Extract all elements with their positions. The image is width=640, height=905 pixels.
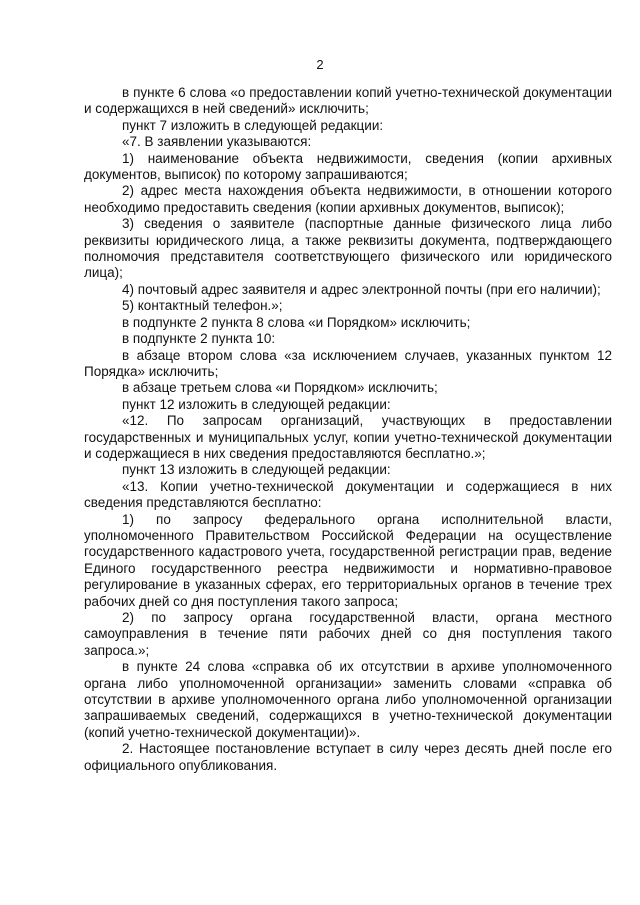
document-body bbox=[84, 85, 612, 774]
paragraph: 2. Настоящее постановление вступает в силу через десять дней после его официального опубликования. bbox=[84, 741, 612, 773]
paragraph: 2) по запросу органа государственной власти, органа местного самоуправления в течение пяти рабочих дней со дня поступления такого запроса.»; bbox=[84, 610, 612, 658]
paragraph: 1) по запросу федерального органа исполнительной власти, уполномоченного Правительством Российской Федерации на осуществление государственного кадастрового учета, государственной регистрации прав, ведение Единого государственного реестра недвижимости и нормативно-правовое регулирование в указанных сферах, его территориальных органов в течение трех рабочих дней со дня поступления такого запроса; bbox=[84, 511, 612, 609]
paragraph: в абзаце третьем слова «и Порядком» исключить; bbox=[122, 380, 438, 396]
page-number: 2 bbox=[316, 57, 324, 72]
paragraph: 5) контактный телефон.»; bbox=[122, 298, 283, 314]
paragraph: 3) сведения о заявителе (паспортные данные физического лица либо реквизиты юридического лица, а также реквизиты документа, подтверждающего полномочия представителя соответствующего физического или юридического лица); bbox=[84, 216, 612, 281]
paragraph: в подпункте 2 пункта 10: bbox=[122, 331, 276, 347]
paragraph: 2) адрес места нахождения объекта недвижимости, в отношении которого необходимо предоставить сведения (копии архивных документов, выписок); bbox=[84, 183, 612, 215]
paragraph: пункт 13 изложить в следующей редакции: bbox=[122, 462, 391, 478]
paragraph: пункт 12 изложить в следующей редакции: bbox=[122, 396, 391, 412]
paragraph: 1) наименование объекта недвижимости, сведения (копии архивных документов, выписок) по которому запрашиваются; bbox=[84, 150, 612, 183]
paragraph: в пункте 6 слова «о предоставлении копий учетно-технической документации и содержащихся в ней сведений» исключить; bbox=[84, 85, 612, 117]
paragraph: пункт 7 изложить в следующей редакции: bbox=[122, 117, 384, 133]
paragraph: «7. В заявлении указываются: bbox=[122, 134, 312, 150]
paragraph: «13. Копии учетно-технической документации и содержащиеся в них сведения представляются бесплатно: bbox=[84, 478, 612, 511]
paragraph: в подпункте 2 пункта 8 слова «и Порядком» исключить; bbox=[122, 314, 471, 330]
paragraph: в пункте 24 слова «справка об их отсутствии в архиве уполномоченного органа либо уполномоченной организации» заменить словами «справка об отсутствии в архиве уполномоченного органа либо уполномоченной организации запрашиваемых сведений, содержащихся в учетно-технической документации (копий учетно-технической документации)». bbox=[84, 659, 612, 740]
paragraph: 4) почтовый адрес заявителя и адрес электронной почты (при его наличии); bbox=[122, 281, 601, 297]
paragraph: «12. По запросам организаций, участвующих в предоставлении государственных и муниципальных услуг, копии учетно-технической документации и содержащиеся в них сведения предоставляются бесплатно.»; bbox=[84, 413, 612, 461]
paragraph: в абзаце втором слова «за исключением случаев, указанных пунктом 12 Порядка» исключить; bbox=[84, 347, 612, 379]
